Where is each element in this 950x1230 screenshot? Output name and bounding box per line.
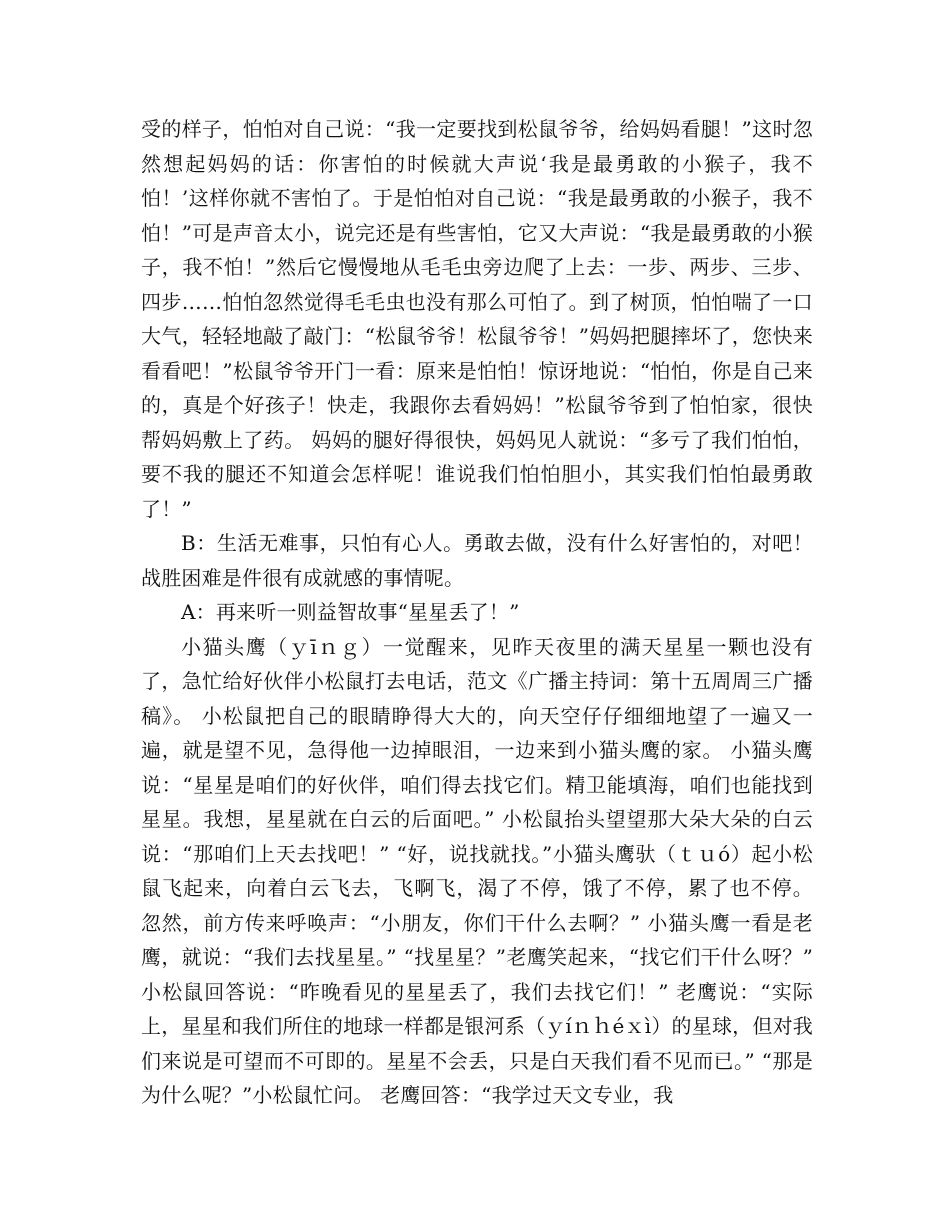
dialogue-paragraph-a: A：再来听一则益智故事“星星丢了！”	[181, 600, 520, 624]
story-paragraph-continuation: 受的样子，怕怕对自己说：“我一定要找到松鼠爷爷，给妈妈看腿！”这时忽然想起妈妈的话：你害怕的时候就大声说‘我是最勇敢的小猴子，我不怕！’这样你就不害怕了。于是怕怕对自己说：“我是最勇敢的小猴子，我不怕！”可是声音太小，说完还是有些害怕，它又大声说：“我是最勇敢的小猴子，我不怕！”然后它慢慢地从毛毛虫旁边爬了上去：一步、两步、三步、四步……怕怕忽然觉得毛毛虫也没有那么可怕了。到了树顶，怕怕喘了一口大气，轻轻地敲了敲门：“松鼠爷爷！松鼠爷爷！”妈妈把腿摔坏了，您快来看看吧！”松鼠爷爷开门一看：原来是怕怕！惊讶地说：“怕怕，你是自己来的，真是个好孩子！快走，我跟你去看妈妈！”松鼠爷爷到了怕怕家，很快帮妈妈敷上了药。 妈妈的腿好得很快，妈妈见人就说：“多亏了我们怕怕，要不我的腿还不知道会怎样呢！谁说我们怕怕胆小，其实我们怕怕最勇敢了！”	[141, 117, 813, 521]
story-paragraph-stars: 小猫头鹰（ｙīｎｇ）一觉醒来，见昨天夜里的满天星星一颗也没有了，急忙给好伙伴小松鼠打去电话，范文《广播主持词：第十五周周三广播稿》。 小松鼠把自己的眼睛睁得大大的，向天空仔仔细细地望了一遍又一遍，就是望不见，急得他一边掉眼泪，一边来到小猫头鹰的家。 小猫头鹰说：“星星是咱们的好伙伴，咱们得去找它们。精卫能填海，咱们也能找到星星。我想，星星就在白云的后面吧。” 小松鼠抬头望望那大朵大朵的白云说：“那咱们上天去找吧！” “好，说找就找。”小猫头鹰驮（ｔｕó）起小松鼠飞起来，向着白云飞去，飞啊飞，渴了不停，饿了不停，累了也不停。 忽然，前方传来呼唤声：“小朋友，你们干什么去啊？” 小猫头鹰一看是老鹰，就说：“我们去找星星。” “找星星？”老鹰笑起来，“找它们干什么呀？” 小松鼠回答说：“昨晚看见的星星丢了，我们去找它们！” 老鹰说：“实际上，星星和我们所住的地球一样都是银河系（ｙíｎｈéｘì）的星球，但对我们来说是可望而不可即的。星星不会丢，只是白天我们看不见而已。” “那是为什么呢？”小松鼠忙问。 老鹰回答：“我学过天文专业，我	[141, 634, 813, 1107]
dialogue-paragraph-b: B：生活无难事，只怕有心人。勇敢去做，没有什么好害怕的，对吧！战胜困难是件很有成就感的事情呢。	[141, 531, 813, 590]
document-body	[141, 112, 813, 1113]
